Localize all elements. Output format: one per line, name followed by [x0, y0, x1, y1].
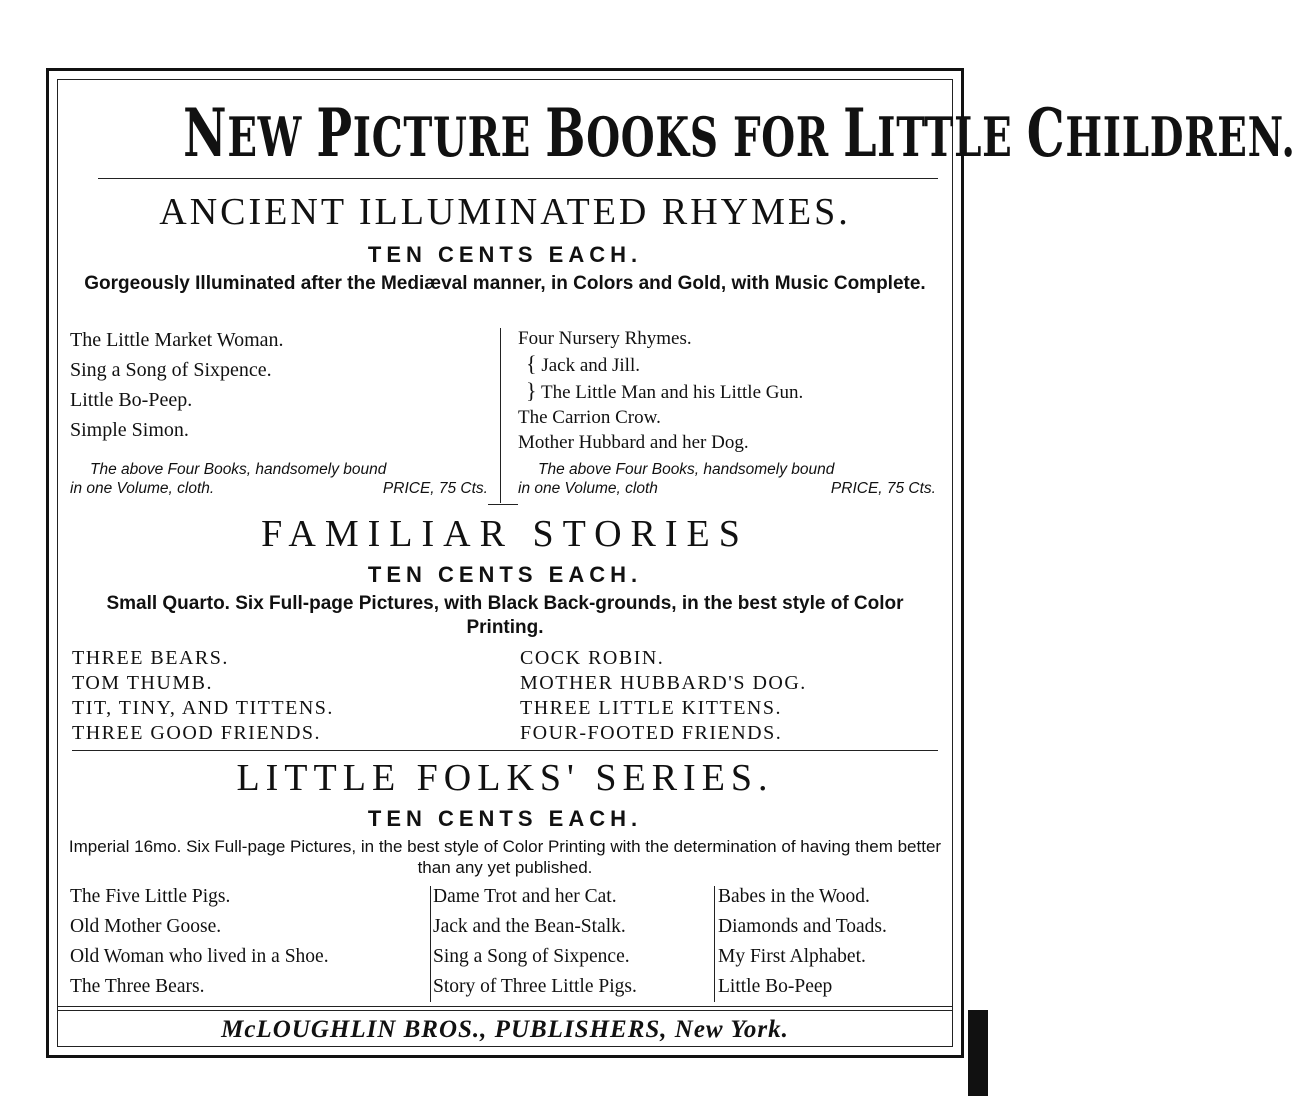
list-item: Sing a Song of Sixpence.	[433, 946, 630, 967]
list-item: THREE BEARS.	[72, 647, 229, 669]
list-item: The Little Market Woman.	[70, 329, 284, 351]
section-price: TEN CENTS EACH.	[367, 242, 643, 267]
edge-ink-mark	[968, 1010, 988, 1096]
book-list-right	[520, 646, 807, 746]
brace-mark: }	[526, 378, 537, 403]
list-item: Simple Simon.	[70, 419, 189, 441]
list-item: Story of Three Little Pigs.	[433, 976, 637, 997]
book-list-col1	[70, 882, 329, 1002]
list-item: Old Woman who lived in a Shoe.	[70, 946, 329, 967]
page-title: NEW PICTURE BOOKS FOR LITTLE CHILDREN.	[183, 94, 1296, 172]
column-divider	[430, 886, 431, 1002]
list-item: The Five Little Pigs.	[70, 886, 231, 907]
book-list-col3	[718, 882, 887, 1002]
section-title-ancient-rhymes: ANCIENT ILLUMINATED RHYMES.	[159, 191, 851, 233]
list-item: The Three Bears.	[70, 976, 205, 997]
list-item: The Carrion Crow.	[518, 407, 661, 428]
divider	[488, 504, 518, 505]
section-description: Imperial 16mo. Six Full-page Pictures, in the best style of Color Printing with the determination of having them better than any yet published.	[68, 837, 942, 877]
list-item: } The Little Man and his Little Gun.	[526, 378, 804, 403]
book-list-left	[72, 646, 334, 746]
binding-note-left: The above Four Books, handsomely bound in one Volume, cloth. PRICE, 75 Cts.	[70, 461, 488, 497]
section-description: Small Quarto. Six Full-page Pictures, with Black Back-grounds, in the best style of Color Printing.	[106, 593, 904, 638]
divider	[98, 178, 938, 179]
binding-note-right: The above Four Books, handsomely bound in one Volume, cloth PRICE, 75 Cts.	[518, 461, 936, 497]
list-item: Little Bo-Peep.	[70, 389, 193, 411]
inner-border	[57, 79, 1296, 1047]
list-item: My First Alphabet.	[718, 946, 866, 967]
section-description: Gorgeously Illuminated after the Mediæval manner, in Colors and Gold, with Music Complete.	[84, 273, 926, 294]
column-divider	[714, 886, 715, 1002]
list-item: Four Nursery Rhymes.	[518, 328, 692, 349]
advertisement-frame	[46, 68, 1296, 1058]
book-list-left	[70, 325, 284, 445]
publisher-imprint: McLOUGHLIN BROS., PUBLISHERS, New York.	[221, 1016, 789, 1043]
list-item: TIT, TINY, AND TITTENS.	[72, 697, 334, 719]
brace-mark: {	[526, 351, 537, 376]
book-list-col2	[433, 882, 637, 1002]
list-item: Dame Trot and her Cat.	[433, 886, 617, 907]
list-item: THREE LITTLE KITTENS.	[520, 697, 782, 719]
list-item: TOM THUMB.	[72, 672, 213, 694]
list-item: Little Bo-Peep	[718, 976, 833, 997]
section-price: TEN CENTS EACH.	[367, 562, 643, 587]
section-title-familiar-stories: FAMILIAR STORIES	[261, 513, 749, 555]
list-item: FOUR-FOOTED FRIENDS.	[520, 722, 783, 744]
list-item: { Jack and Jill.	[526, 351, 640, 376]
divider	[58, 1006, 952, 1007]
column-divider	[500, 328, 501, 503]
list-item: Sing a Song of Sixpence.	[70, 359, 272, 381]
list-item: Old Mother Goose.	[70, 916, 222, 937]
list-item: Diamonds and Toads.	[718, 916, 887, 937]
section-price: TEN CENTS EACH.	[367, 806, 643, 831]
book-list-right	[518, 326, 803, 455]
list-item: COCK ROBIN.	[520, 647, 665, 669]
section-title-little-folks: LITTLE FOLKS' SERIES.	[236, 757, 774, 799]
divider	[58, 1010, 952, 1011]
list-item: THREE GOOD FRIENDS.	[72, 722, 322, 744]
list-item: Mother Hubbard and her Dog.	[518, 432, 749, 453]
list-item: Babes in the Wood.	[718, 886, 870, 907]
list-item: Jack and the Bean-Stalk.	[433, 916, 626, 937]
list-item: MOTHER HUBBARD'S DOG.	[520, 672, 807, 694]
divider	[72, 750, 938, 751]
